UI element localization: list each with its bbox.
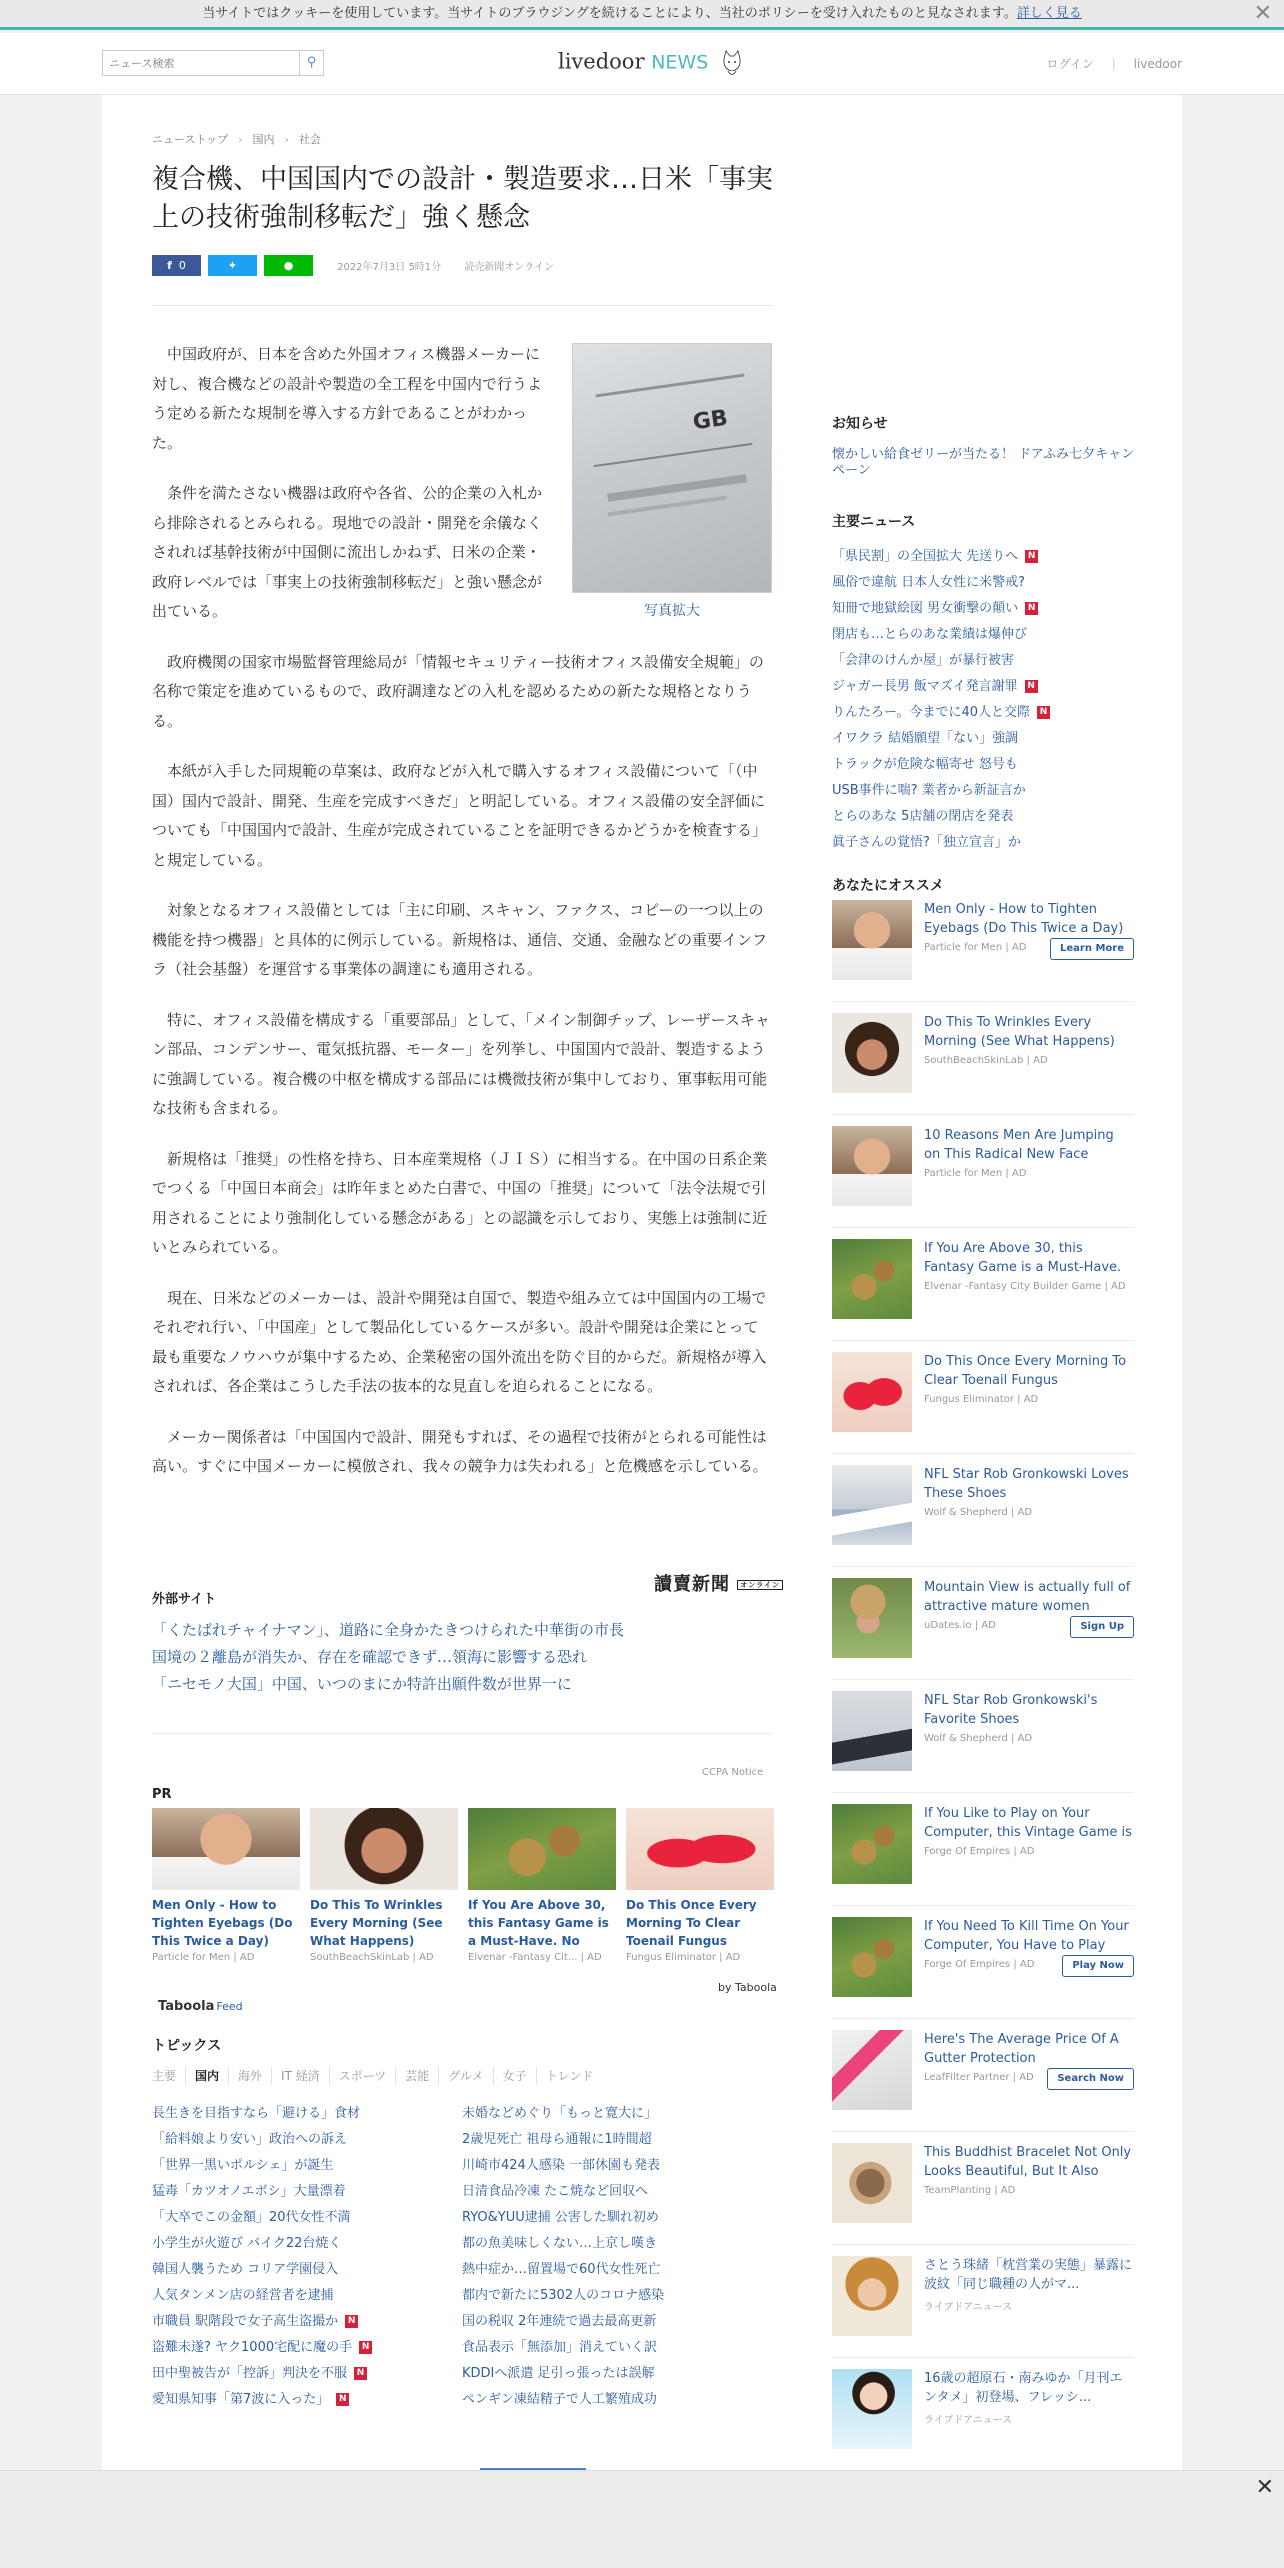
- topic-link[interactable]: 市職員 駅階段で女子高生盗撮か: [152, 2314, 339, 2329]
- news-link[interactable]: 閉店も…とらのあな業績は爆伸び: [832, 627, 1028, 642]
- pr-card[interactable]: [152, 1808, 300, 1963]
- site-header: [0, 33, 1284, 95]
- topic-link[interactable]: 日清食品冷凍 たこ焼など回収へ: [462, 2184, 649, 2199]
- recommend-thumbnail[interactable]: [832, 2030, 912, 2110]
- recommend-title-text[interactable]: If You Like to Play on Your Computer, this Vintage Game is: [924, 1806, 1132, 1840]
- divider: [152, 1733, 772, 1734]
- article-paragraph: 政府機関の国家市場監督管理総局が「情報セキュリティー技術オフィス設備安全規範」の名称で策定を進めているもので、政府調達などの入札を認めるための新たな規格となりうる。: [152, 652, 764, 730]
- breadcrumb: [152, 131, 321, 147]
- article-paragraph: 条件を満たさない機器は政府や各省、公的企業の入札から排除されるとみられる。現地での設計・開発を余儀なくされれば基幹技術が中国側に流出しかねず、日米の企業・政府レベルでは「事実上の技術強制移転だ」と強い懸念が出ている。: [152, 484, 543, 620]
- topic-link[interactable]: 盗難未遂? ヤク1000宅配に魔の手: [152, 2340, 353, 2355]
- main-news-list: [832, 544, 1050, 856]
- photo-line: [596, 374, 745, 398]
- recommend-item[interactable]: [832, 2030, 1134, 2132]
- taboola-feed-logo[interactable]: [158, 1999, 243, 2014]
- recommend-item[interactable]: [832, 900, 1134, 1002]
- topics-tabs: [152, 2067, 602, 2084]
- facebook-icon: f: [167, 259, 172, 272]
- pr-card-source: Particle for Men | AD: [152, 1952, 255, 1963]
- pr-card-title[interactable]: Do This Once Every Morning To Clear Toenail Fungus: [626, 1898, 757, 1948]
- recommend-item[interactable]: [832, 1917, 1134, 2019]
- recommend-title-text[interactable]: さとう珠緒「枕営業の実態」暴露に波紋「同じ職種の人がマ...: [924, 2258, 1133, 2292]
- notice-link: [832, 447, 1142, 479]
- header-separator: |: [1111, 57, 1116, 71]
- bottom-ad-bar: [0, 2470, 1284, 2568]
- by-taboola-link[interactable]: by Taboola: [718, 1981, 777, 1994]
- pr-card-source: SouthBeachSkinLab | AD: [310, 1952, 434, 1963]
- article-paragraph: 本紙が入手した同規範の草案は、政府などが入札で購入するオフィス設備について「（中国）国内で設計、開発、生産を完成すべきだ」と明記している。オフィス設備の安全評価についても「中国国内で設計、生産が完成されていることを証明できるかどうかを検査する」と規定している。: [152, 762, 768, 869]
- new-badge: N: [359, 2341, 372, 2354]
- news-link[interactable]: USB事件に喘? 業者から新証言か: [832, 783, 1026, 798]
- line-icon: ●: [283, 259, 294, 272]
- search-box: [102, 50, 324, 76]
- news-link[interactable]: 知冊で地獄絵図 男女衝撃の顛い: [832, 601, 1019, 616]
- news-link[interactable]: 眞子さんの覚悟?「独立宣言」か: [832, 835, 1021, 850]
- recommend-title-text[interactable]: This Buddhist Bracelet Not Only Looks Beautiful, But It Also: [924, 2145, 1132, 2179]
- recommend-thumbnail[interactable]: [832, 1691, 912, 1771]
- logo-news: NEWS: [651, 51, 709, 74]
- recommend-thumbnail[interactable]: [832, 1917, 912, 1997]
- cookie-banner: [0, 0, 1284, 30]
- recommend-item[interactable]: [832, 1013, 1134, 1115]
- recommend-item[interactable]: [832, 1804, 1134, 1906]
- external-sites-title: 外部サイト: [152, 1592, 217, 1607]
- login-link[interactable]: ログイン: [1046, 57, 1094, 71]
- topic-link[interactable]: 韓国人襲うため コリア学園侵入: [152, 2262, 339, 2277]
- new-badge: N: [1025, 602, 1038, 615]
- article-paragraph: 現在、日米などのメーカーは、設計や開発は自国で、製造や組み立ては中国国内の工場でそれぞれ行い、「中国産」として製品化しているケースが多い。設計や開発は企業にとって最も重要なノウハウが集中するため、企業秘密の国外流出を防ぐ目的からだ。新規格が導入されれば、各企業はこうした手法の抜本的な見直しを迫られることになる。: [152, 1288, 767, 1395]
- twitter-share-button[interactable]: [208, 255, 257, 276]
- sign-up-button[interactable]: Sign Up: [1070, 1616, 1134, 1638]
- topic-link[interactable]: 愛知県知事「第7波に入った」: [152, 2392, 330, 2407]
- recommend-source: Elvenar -Fantasy City Builder Game | AD: [924, 1281, 1126, 1292]
- recommend-thumbnail[interactable]: [832, 900, 912, 980]
- photo-gb-mark: GB: [691, 405, 730, 436]
- topic-link[interactable]: 猛毒「カツオノエボシ」大量漂着: [152, 2184, 346, 2199]
- tab-main[interactable]: 主要: [152, 2069, 177, 2083]
- topic-link[interactable]: 「大卒でこの金額」20代女性不満: [152, 2210, 351, 2225]
- recommend-title: あなたにオススメ: [832, 878, 944, 894]
- recommend-thumbnail[interactable]: [832, 1239, 912, 1319]
- recommend-source: Particle for Men | AD: [924, 942, 1027, 953]
- recommend-item[interactable]: [832, 1239, 1134, 1341]
- news-link[interactable]: 「会津のけんか屋」が暴行被害: [832, 653, 1015, 668]
- taboola-logo: Taboola: [158, 1999, 215, 2014]
- external-link[interactable]: 「くたばれチャイナマン」、道路に全身かたきつけられた中華街の市長: [152, 1621, 625, 1639]
- topics-title: トピックス: [152, 2038, 222, 2054]
- chevron-right-icon: ›: [238, 133, 243, 146]
- recommend-source: uDates.io | AD: [924, 1620, 996, 1631]
- cookie-more-link[interactable]: 詳しく見る: [1016, 6, 1082, 21]
- new-badge: N: [1025, 550, 1038, 563]
- taboola-feed-text: Feed: [216, 2000, 243, 2013]
- news-link[interactable]: 風俗で違航 日本人女性に米警戒?: [832, 575, 1026, 590]
- new-badge: N: [354, 2367, 367, 2380]
- recommend-item[interactable]: [832, 1465, 1134, 1567]
- cookie-close-icon[interactable]: ✕: [1253, 1, 1272, 26]
- recommend-title-text[interactable]: If You Are Above 30, this Fantasy Game is a Must-Have.: [924, 1241, 1122, 1275]
- article-paragraph: 対象となるオフィス設備としては「主に印刷、スキャン、ファクス、コピーの一つ以上の機能を持つ機器」と具体的に例示している。新規格は、通信、交通、金融などの重要インフラ（社会基盤）を運営する事業体の調達にも適用される。: [152, 901, 768, 978]
- news-link[interactable]: イワクラ 結婚願望「ない」強調: [832, 731, 1019, 746]
- topic-link[interactable]: 田中聖被告が「控訴」判決を不服: [152, 2366, 348, 2381]
- recommend-source: Forge Of Empires | AD: [924, 1846, 1035, 1857]
- new-badge: N: [345, 2315, 358, 2328]
- pr-card-source: Fungus Eliminator | AD: [626, 1952, 741, 1963]
- site-logo[interactable]: [558, 47, 745, 79]
- topics-list-right: [462, 2101, 664, 2413]
- external-link[interactable]: 「ニセモノ大国」中国、いつのまにか特許出願件数が世界一に: [152, 1675, 572, 1693]
- topic-link[interactable]: 都内で新たに5302人のコロナ感染: [462, 2288, 665, 2303]
- ad-close-icon[interactable]: ✕: [1255, 2475, 1274, 2500]
- article-source[interactable]: 読売新聞オンライン: [464, 262, 554, 273]
- recommend-thumbnail[interactable]: [832, 1578, 912, 1658]
- tab-gourmet[interactable]: グルメ: [438, 2067, 492, 2084]
- recommend-thumbnail[interactable]: [832, 1126, 912, 1206]
- recommend-thumbnail[interactable]: [832, 1352, 912, 1432]
- topic-link[interactable]: 小学生が火遊び バイク22台焼く: [152, 2236, 342, 2251]
- tab-trend[interactable]: トレンド: [536, 2067, 603, 2084]
- recommend-thumbnail[interactable]: [832, 1804, 912, 1884]
- recommend-title-text[interactable]: Do This Once Every Morning To Clear Toenail Fungus: [924, 1354, 1127, 1388]
- topic-link[interactable]: 都の魚美味しくない…上京し嘆き: [462, 2236, 658, 2251]
- tab-domestic[interactable]: 国内: [185, 2067, 228, 2084]
- search-input[interactable]: [103, 51, 293, 75]
- pr-card-title[interactable]: If You Are Above 30, this Fantasy Game is a Must-Have. No: [468, 1898, 609, 1948]
- header-links: [1033, 55, 1183, 72]
- topic-link[interactable]: 未婚などめぐり「もっと寛大に」: [462, 2106, 658, 2121]
- tab-women[interactable]: 女子: [493, 2067, 536, 2084]
- recommend-title-text[interactable]: Men Only - How to Tighten Eyebags (Do This Twice a Day): [924, 902, 1124, 936]
- logo-cat-icon: [719, 47, 745, 79]
- recommend-source: Fungus Eliminator | AD: [924, 1394, 1039, 1405]
- recommend-title-text[interactable]: 16歳の超原石・南みゆか「月刊エンタメ」初登場、フレッシ...: [924, 2371, 1123, 2405]
- pr-card[interactable]: [468, 1808, 616, 1963]
- breadcrumb-item-domestic[interactable]: 国内: [252, 133, 275, 146]
- recommend-title-text[interactable]: If You Need To Kill Time On Your Computer, You Have to Play: [924, 1919, 1129, 1953]
- pr-label: PR: [152, 1787, 172, 1802]
- topic-link[interactable]: 「給料娘より安い」政治への訴え: [152, 2132, 348, 2147]
- breadcrumb-item-society[interactable]: 社会: [298, 133, 321, 146]
- recommend-source: Particle for Men | AD: [924, 1168, 1027, 1179]
- photo-enlarge-link[interactable]: 写真拡大: [644, 603, 700, 619]
- recommend-source: ライブドアニュース: [924, 2302, 1013, 2313]
- recommend-item[interactable]: [832, 2256, 1134, 2358]
- new-badge: N: [336, 2393, 349, 2406]
- topic-link[interactable]: 人気タンメン店の経営者を逮捕: [152, 2288, 334, 2303]
- pr-card-title[interactable]: Do This To Wrinkles Every Morning (See What Happens): [310, 1898, 443, 1948]
- recommend-thumbnail[interactable]: [832, 1013, 912, 1093]
- new-badge: N: [1025, 680, 1038, 693]
- chevron-right-icon: ›: [284, 133, 289, 146]
- topic-link[interactable]: RYO&YUU逮捕 公害した馴れ初め: [462, 2210, 659, 2225]
- recommend-title-text[interactable]: 10 Reasons Men Are Jumping on This Radical New Face: [924, 1128, 1114, 1162]
- recommend-source: Wolf & Shepherd | AD: [924, 1733, 1033, 1744]
- topic-link[interactable]: 長生きを目指すなら「避ける」食材: [152, 2106, 361, 2121]
- twitter-icon: ✦: [227, 259, 238, 272]
- pr-card[interactable]: [310, 1808, 458, 1963]
- main-column: [102, 95, 804, 2470]
- article-body: [152, 340, 772, 1503]
- pr-thumbnail[interactable]: [468, 1808, 616, 1890]
- topic-link[interactable]: 川崎市424人感染 一部休園も発表: [462, 2158, 660, 2173]
- pr-card[interactable]: [626, 1808, 774, 1963]
- recommend-thumbnail[interactable]: [832, 2143, 912, 2223]
- news-link[interactable]: 「県民割」の全国拡大 先送りへ: [832, 549, 1019, 564]
- notice-link-text[interactable]: 懐かしい給食ゼリーが当たる！ ドアふみ七夕キャンペーン: [832, 447, 1135, 478]
- publisher-badge: オンライン: [737, 1580, 783, 1590]
- tab-it-economy[interactable]: IT 経済: [271, 2067, 329, 2084]
- photo-image[interactable]: [572, 343, 772, 593]
- external-link[interactable]: 国境の２離島が消失か、存在を確認できず…領海に影響する恐れ: [152, 1648, 588, 1666]
- topic-link[interactable]: 「世界一黒いポルシェ」が誕生: [152, 2158, 334, 2173]
- article-title: 複合機、中国国内での設計・製造要求…日米「事実上の技術強制移転だ」強く懸念: [152, 164, 773, 233]
- recommend-thumbnail[interactable]: [832, 2369, 912, 2449]
- line-share-button[interactable]: [264, 255, 313, 276]
- article-photo[interactable]: [572, 343, 772, 627]
- sidebar: [804, 95, 1182, 2470]
- news-link[interactable]: とらのあな 5店舗の閉店を発表: [832, 809, 1014, 824]
- recommend-source: SouthBeachSkinLab | AD: [924, 1055, 1048, 1066]
- recommend-item[interactable]: [832, 1691, 1134, 1793]
- recommend-source: LeafFilter Partner | AD: [924, 2072, 1034, 2083]
- main-news-title: 主要ニュース: [832, 514, 916, 530]
- publisher-logo-text: 讀賣新聞: [654, 1574, 730, 1595]
- recommend-item[interactable]: [832, 1352, 1134, 1454]
- recommend-thumbnail[interactable]: [832, 2256, 912, 2336]
- play-now-button[interactable]: Play Now: [1062, 1955, 1134, 1977]
- recommend-title-text[interactable]: Do This To Wrinkles Every Morning (See What Happens): [924, 1015, 1115, 1049]
- article-paragraph: 中国政府が、日本を含めた外国オフィス機器メーカーに対し、複合機などの設計や製造の全工程を中国内で行うよう定める新たな規制を導入する方針であることがわかった。: [152, 345, 543, 452]
- share-bar: [152, 255, 554, 276]
- new-badge: N: [1037, 706, 1050, 719]
- facebook-count: 0: [178, 259, 186, 272]
- news-link[interactable]: ジャガー長男 飯マズイ発言謝罪: [832, 679, 1018, 694]
- recommend-item[interactable]: [832, 1126, 1134, 1228]
- breadcrumb-item-top[interactable]: ニューストップ: [152, 133, 229, 146]
- recommend-item[interactable]: [832, 1578, 1134, 1680]
- learn-more-button[interactable]: Learn More: [1050, 938, 1134, 960]
- pr-card-title[interactable]: Men Only - How to Tighten Eyebags (Do This Twice a Day): [152, 1898, 293, 1948]
- recommend-thumbnail[interactable]: [832, 1465, 912, 1545]
- recommend-title-text[interactable]: NFL Star Rob Gronkowski's Favorite Shoes: [924, 1693, 1098, 1727]
- cookie-text: 当サイトではクッキーを使用しています。当サイトのブラウジングを続けることにより、当社のポリシーを受け入れたものと見なされます。: [202, 6, 1017, 21]
- recommend-title-text[interactable]: NFL Star Rob Gronkowski Loves These Shoes: [924, 1467, 1129, 1501]
- divider: [152, 305, 772, 306]
- topic-link[interactable]: 国の税収 2年連続で過去最高更新: [462, 2314, 657, 2329]
- recommend-source: Wolf & Shepherd | AD: [924, 1507, 1033, 1518]
- search-now-button[interactable]: Search Now: [1047, 2068, 1134, 2090]
- search-icon[interactable]: ⚲: [299, 51, 323, 75]
- pr-thumbnail[interactable]: [310, 1808, 458, 1890]
- ccpa-notice-link[interactable]: CCPA Notice: [702, 1767, 764, 1778]
- livedoor-link[interactable]: livedoor: [1133, 57, 1182, 71]
- tab-entertainment[interactable]: 芸能: [395, 2067, 438, 2084]
- news-link[interactable]: トラックが危険な幅寄せ 怒号も: [832, 757, 1018, 772]
- external-links: [152, 1617, 624, 1698]
- article-paragraph: 新規格は「推奨」の性格を持ち、日本産業規格（ＪＩＳ）に相当する。在中国の日系企業でつくる「中国日本商会」は昨年まとめた白書で、中国の「推奨」について「法令法規で引用されることにより強制化している懸念がある」との認識を示しており、実態上は強制に近いとみられている。: [152, 1149, 768, 1256]
- article-paragraph: メーカー関係者は「中国国内で設計、開発もすれば、その過程で技術がとられる可能性は高い。すぐに中国メーカーに模倣され、我々の競争力は失われる」と危機感を示している。: [152, 1427, 768, 1475]
- article-date: 2022年7月3日 5時1分: [337, 262, 442, 273]
- topic-link[interactable]: 2歳児死亡 祖母ら通報に1時間超: [462, 2132, 652, 2147]
- publisher-logo: [654, 1570, 783, 1596]
- topic-link[interactable]: ペンギン凍結精子で人工繁殖成功: [462, 2392, 657, 2407]
- recommend-source: TeamPlanting | AD: [924, 2185, 1016, 2196]
- photo-line: [594, 443, 753, 467]
- topics-list-left: [152, 2101, 372, 2413]
- article-paragraph: 特に、オフィス設備を構成する「重要部品」として、「メイン制御チップ、レーザースキャン部品、コンデンサー、電気抵抗器、モーター」を列挙し、中国国内で設計、製造するように強調している。複合機の中枢を構成する部品には機微技術が集中しており、軍事転用可能な技術も含まれる。: [152, 1010, 770, 1117]
- recommend-title-text[interactable]: Here's The Average Price Of A Gutter Protection: [924, 2032, 1119, 2066]
- logo-livedoor: livedoor: [558, 49, 645, 74]
- topic-link[interactable]: 熱中症か…留置場で60代女性死亡: [462, 2262, 661, 2277]
- notice-title: お知らせ: [832, 416, 888, 432]
- facebook-share-button[interactable]: [152, 255, 201, 276]
- pr-thumbnail[interactable]: [152, 1808, 300, 1890]
- news-link[interactable]: りんたろー。今までに40人と交際: [832, 705, 1031, 720]
- topic-link[interactable]: KDDIへ派遣 足引っ張ったは誤解: [462, 2366, 655, 2381]
- pr-thumbnail[interactable]: [626, 1808, 774, 1890]
- tab-sports[interactable]: スポーツ: [329, 2067, 396, 2084]
- recommend-source: ライブドアニュース: [924, 2415, 1013, 2426]
- recommend-source: Forge Of Empires | AD: [924, 1959, 1035, 1970]
- tab-overseas[interactable]: 海外: [228, 2067, 271, 2084]
- recommend-item[interactable]: [832, 2143, 1134, 2245]
- recommend-item[interactable]: [832, 2369, 1134, 2471]
- topic-link[interactable]: 食品表示「無添加」消えていく訳: [462, 2340, 658, 2355]
- pr-card-source: Elvenar -Fantasy Cit... | AD: [468, 1952, 602, 1963]
- recommend-title-text[interactable]: Mountain View is actually full of attractive mature women: [924, 1580, 1131, 1614]
